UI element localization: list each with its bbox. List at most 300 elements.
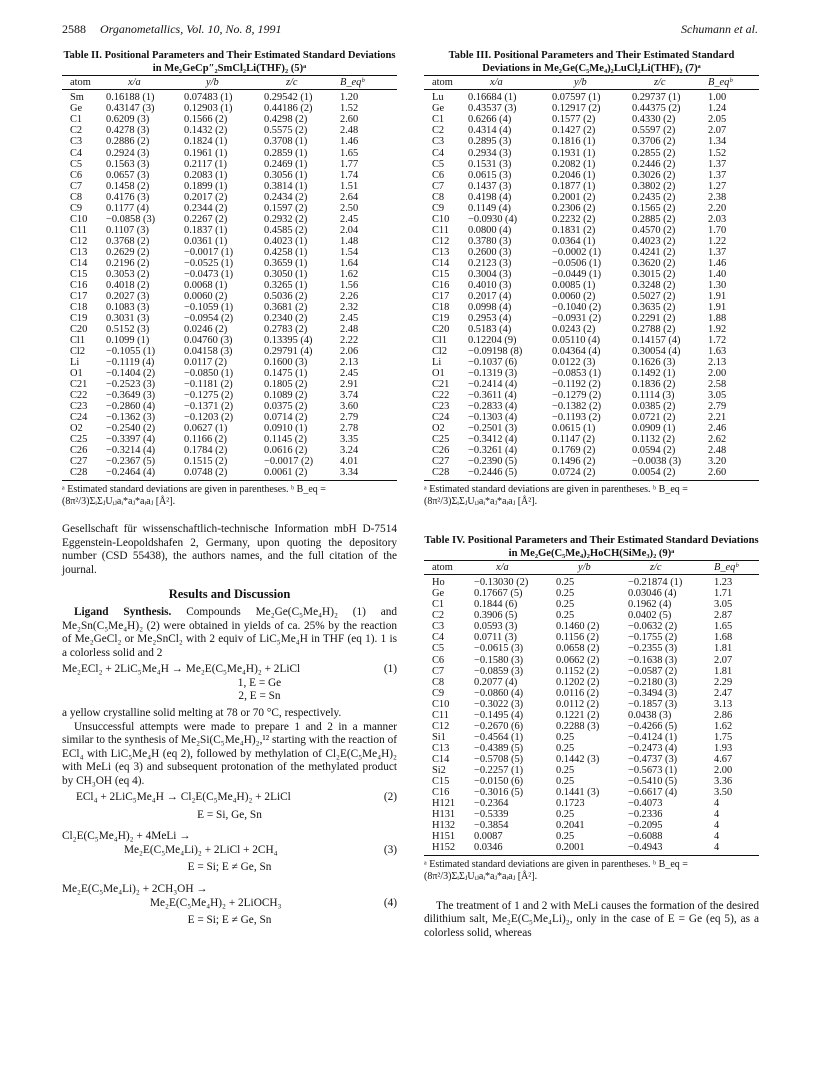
value-cell: 2.62 [708,433,727,445]
value-cell: −0.0930 (4) [468,213,518,225]
atom-cell: C20 [432,323,450,335]
table-row [424,666,759,677]
value-cell: −0.6088 [628,830,663,842]
value-cell: −0.13030 (2) [474,577,529,589]
table-row [424,269,759,280]
value-cell: −0.4737 (3) [628,753,678,765]
equation-4-number: (4) [383,896,397,909]
value-cell: 0.04760 (3) [184,334,233,346]
value-cell: 0.1442 (3) [556,753,600,765]
value-cell: −0.0017 (2) [264,455,314,467]
table-row [62,368,397,379]
table-row [424,247,759,258]
value-cell: 0.0616 (2) [264,444,308,456]
value-cell: 0.16684 (1) [468,92,517,104]
value-cell: 0.0061 (2) [264,467,340,481]
value-cell: 2.50 [340,202,359,214]
atom-cell: C4 [432,632,445,644]
value-cell: −0.1371 (2) [184,400,234,412]
value-cell: 1.72 [708,334,727,346]
atom-cell: C15 [432,268,450,280]
equation-1-number: (1) [383,663,397,676]
value-cell: 3.05 [714,599,733,611]
value-cell: −0.0632 (2) [628,621,678,633]
atom-cell: C2 [432,125,445,137]
atom-cell: Li [432,356,442,368]
value-cell: 0.1961 (1) [184,147,228,159]
table3-column-header: B_eqᵇ [708,76,759,90]
value-cell: 3.60 [340,400,359,412]
table-row [424,610,759,621]
value-cell: 0.3026 (2) [632,169,676,181]
value-cell: 0.1107 (3) [106,224,149,236]
section-heading: Results and Discussion [168,587,291,602]
value-cell: 0.44186 (2) [264,103,313,115]
value-cell: 0.0243 (2) [552,323,596,335]
value-cell: 0.1202 (2) [556,676,600,688]
value-cell: 0.1156 (2) [556,632,599,644]
value-cell: −0.0017 (1) [184,246,234,258]
value-cell: 0.0068 (1) [184,279,228,291]
value-cell: 3.13 [714,698,733,710]
value-cell: 0.0998 (4) [468,301,512,313]
value-cell: 3.35 [340,433,359,445]
value-cell: −0.0859 (3) [474,665,524,677]
table-row [62,192,397,203]
table2-column-header: z/c [264,76,340,90]
value-cell: −0.2540 (2) [106,422,156,434]
table2-column-header: y/b [184,76,264,90]
table-row [62,258,397,269]
atom-cell: C11 [432,709,449,721]
value-cell: 0.0909 (1) [632,422,676,434]
equation-1-label-2: 2, E = Sn [238,690,281,703]
value-cell: 2.13 [708,356,727,368]
table-row [424,575,759,589]
value-cell: 0.3681 (2) [264,301,308,313]
value-cell: 0.3053 (2) [106,268,150,280]
value-cell: −0.2446 (5) [468,467,552,481]
equation-4-text: Me₂E(C₅Me₄H)₂ + 2LiOCH₃ [150,896,282,909]
running-authors: Schumann et al. [681,22,758,36]
value-cell: −0.0449 (1) [552,268,602,280]
atom-cell: C20 [70,323,88,335]
table-row [424,90,759,104]
atom-cell: C27 [70,455,88,467]
value-cell: 0.1492 (1) [632,367,676,379]
value-cell: 2.38 [708,191,727,203]
table-row [424,787,759,798]
value-cell: 1.37 [708,158,727,170]
value-cell: 0.14157 (4) [632,334,681,346]
value-cell: 0.1565 (2) [632,202,676,214]
atom-cell: C13 [70,246,88,258]
value-cell: 3.20 [708,455,727,467]
table2-column-header: x/a [106,76,184,90]
value-cell: 0.1597 (2) [264,202,308,214]
value-cell: 2.06 [340,345,359,357]
value-cell: 0.1515 (2) [184,455,228,467]
value-cell: 3.05 [708,389,727,401]
atom-cell: C2 [432,610,445,622]
value-cell: 0.1531 (3) [468,158,512,170]
value-cell: 0.1566 (2) [184,114,228,126]
atom-cell: C22 [432,389,450,401]
value-cell: 0.2083 (1) [184,169,228,181]
value-cell: 1.81 [714,643,733,655]
value-cell: 0.2783 (2) [264,323,308,335]
table-row [424,831,759,842]
value-cell: 0.2232 (2) [552,213,596,225]
value-cell: 0.2885 (2) [632,213,676,225]
table3-column-header: y/b [552,76,632,90]
equation-4-condition: E = Si; E ≠ Ge, Sn [187,914,272,927]
value-cell: 0.1769 (2) [552,444,596,456]
table-row [62,390,397,401]
value-cell: 0.1931 (1) [552,147,596,159]
value-cell: 1.70 [708,224,727,236]
value-cell: 0.5027 (2) [632,290,676,302]
ligand-synthesis-paragraph [62,606,397,660]
atom-cell: C25 [432,433,450,445]
value-cell: 0.17667 (5) [474,588,523,600]
table-row [424,170,759,181]
value-cell: 0.04158 (3) [184,345,233,357]
value-cell: 0.2027 (3) [106,290,150,302]
value-cell: 0.3768 (2) [106,235,150,247]
table4-column-header: z/c [628,561,714,575]
table-row [424,776,759,787]
value-cell: −0.2355 (3) [628,643,678,655]
value-cell: 0.07483 (1) [184,92,233,104]
value-cell: 2.00 [714,764,733,776]
atom-cell: C27 [432,455,450,467]
atom-cell: C11 [432,224,449,236]
value-cell: 0.44375 (2) [632,103,681,115]
table-row [62,181,397,192]
value-cell: 0.3056 (1) [264,169,308,181]
value-cell: 2.04 [340,224,359,236]
value-cell: −0.0002 (1) [552,246,602,258]
table-row [424,655,759,666]
value-cell: 0.2306 (2) [552,202,596,214]
atom-cell: Cl2 [70,345,86,357]
value-cell: 0.0112 (2) [556,698,599,710]
value-cell: 0.4176 (3) [106,191,150,203]
value-cell: 1.64 [340,257,359,269]
value-cell: −0.5339 [474,808,509,820]
equation-3-text: Me₂E(C₅Me₄Li)₂ + 2LiCl + 2CH₄ [124,843,278,856]
atom-cell: C13 [432,246,450,258]
table-row [62,90,397,104]
value-cell: 0.1784 (2) [184,444,228,456]
table-row [424,621,759,632]
value-cell: 0.25 [556,830,575,842]
atom-cell: C10 [70,213,88,225]
table-row [62,225,397,236]
value-cell: 0.1837 (1) [184,224,228,236]
table2-footnote: ᵃ Estimated standard deviations are given in parentheses. ᵇ B_eq = (8π²/3)ΣᵢΣⱼUᵢⱼaᵢ*aⱼ*aᵢaⱼ [Å²]. [62,483,326,508]
value-cell: 0.0060 (2) [552,290,596,302]
value-cell: 0.5183 (4) [468,323,512,335]
atom-cell: Ge [432,103,445,115]
value-cell: 2.13 [340,356,359,368]
value-cell: 0.1563 (3) [106,158,150,170]
value-cell: 2.20 [708,202,727,214]
value-cell: 1.71 [714,588,733,600]
value-cell: 0.1221 (2) [556,709,600,721]
value-cell: 0.25 [556,775,575,787]
equation-2-condition: E = Si, Ge, Sn [197,808,262,821]
atom-cell: C24 [432,411,450,423]
value-cell: 0.1496 (2) [552,455,596,467]
value-cell: 0.2082 (1) [552,158,596,170]
atom-cell: C7 [70,180,83,192]
value-cell: 1.22 [708,235,727,247]
value-cell: 2.45 [340,312,359,324]
value-cell: 0.2001 [556,842,628,856]
atom-cell: C6 [432,654,445,666]
table-row [424,423,759,434]
value-cell: −0.1203 (2) [184,411,234,423]
value-cell: 0.3620 (2) [632,257,676,269]
value-cell: 0.4570 (2) [632,224,676,236]
table-row [62,136,397,147]
atom-cell: C4 [432,147,445,159]
atom-cell: H152 [424,842,474,856]
value-cell: 0.5575 (2) [264,125,308,137]
value-cell: 0.43537 (3) [468,103,517,115]
value-cell: 2.07 [714,654,733,666]
value-cell: 1.81 [714,665,733,677]
paragraph-text: Compounds Me₂Ge(C₅Me₄H)₂ (1) and Me₂Sn(C₅Me₄H)₂ (2) were obtained in yields of ca. 25% by the reaction of Me₂GeCl₂ or Me₂SnCl₂ with 2 equiv of LiC₅Me₄H in THF (eq 1). 1 is a colorless solid and 2 [62,606,398,659]
atom-cell: C9 [70,202,83,214]
value-cell: 0.0594 (2) [632,444,676,456]
value-cell: 4 [714,808,720,820]
value-cell: 0.25 [556,599,575,611]
value-cell: 0.0085 (1) [552,279,596,291]
atom-cell: C12 [70,235,88,247]
value-cell: 0.4298 (2) [264,114,308,126]
value-cell: 0.2435 (2) [632,191,676,203]
value-cell: 0.3015 (2) [632,268,676,280]
table-row [424,632,759,643]
table3-column-header: atom [424,76,468,90]
value-cell: 0.1600 (3) [264,356,308,368]
table-row [62,280,397,291]
value-cell: 0.07597 (1) [552,92,601,104]
value-cell: 0.3706 (2) [632,136,676,148]
atom-cell: C16 [432,279,450,291]
value-cell: −0.5673 (1) [628,764,678,776]
atom-cell: H131 [432,808,456,820]
value-cell: 1.24 [708,103,727,115]
value-cell: 0.3906 (5) [474,610,518,622]
table-row [62,357,397,368]
table-row [424,809,759,820]
table-row [424,467,759,481]
value-cell: −0.3397 (4) [106,433,156,445]
value-cell: 2.79 [708,400,727,412]
table-row [424,291,759,302]
atom-cell: C8 [432,191,445,203]
value-cell: 2.64 [340,191,359,203]
atom-cell: Cl2 [432,345,448,357]
value-cell: 0.3802 (2) [632,180,676,192]
value-cell: 0.2344 (2) [184,202,228,214]
value-cell: 0.1145 (2) [264,433,307,445]
value-cell: 2.45 [340,367,359,379]
atom-cell: O2 [432,422,445,434]
value-cell: 0.1626 (3) [632,356,676,368]
value-cell: −0.2670 (6) [474,720,524,732]
atom-cell: C21 [432,378,450,390]
value-cell: 0.3248 (2) [632,279,676,291]
value-cell: 0.0385 (2) [632,400,676,412]
value-cell: 0.0116 (2) [556,687,599,699]
value-cell: 0.0060 (2) [184,290,228,302]
value-cell: −0.1404 (2) [106,367,156,379]
table4-footnote: ᵃ Estimated standard deviations are given in parentheses. ᵇ B_eq = (8π²/3)ΣᵢΣⱼUᵢⱼaᵢ*aⱼ*aᵢaⱼ [Å²]. [424,858,688,883]
value-cell: −0.1040 (2) [552,301,602,313]
value-cell: 0.0054 (2) [632,467,708,481]
value-cell: 1.68 [714,632,733,644]
table4-column-header: B_eqᵇ [714,561,759,575]
value-cell: −0.09198 (8) [468,345,523,357]
value-cell: 2.46 [708,422,727,434]
value-cell: 1.27 [708,180,727,192]
table3-caption: Table III. Positional Parameters and Their Estimated Standard Deviations in Me₂Ge(C₅Me₄)₂LuCl₂Li(THF)₂ (7)ᵃ [448,50,735,74]
value-cell: −0.5708 (5) [474,753,524,765]
atom-cell: C28 [424,467,468,481]
table3-header [424,76,759,90]
table-row [62,324,397,335]
atom-cell: C26 [432,444,450,456]
value-cell: −0.2336 [628,808,663,820]
atom-cell: C14 [432,257,450,269]
table-row [62,203,397,214]
value-cell: 2.78 [340,422,359,434]
atom-cell: C23 [70,400,88,412]
value-cell: −0.6617 (4) [628,786,678,798]
value-cell: −0.1580 (3) [474,654,524,666]
value-cell: −0.1119 (4) [106,356,155,368]
value-cell: 0.0375 (2) [264,400,308,412]
value-cell: −0.4073 [628,797,663,809]
value-cell: 0.1805 (2) [264,378,308,390]
value-cell: 4 [714,842,759,856]
value-cell: 0.2788 (2) [632,323,676,335]
value-cell: 0.4585 (2) [264,224,308,236]
table-row [424,445,759,456]
value-cell: 0.0117 (2) [184,356,227,368]
value-cell: 1.23 [714,577,733,589]
table-row [424,357,759,368]
table3-column-header: x/a [468,76,552,90]
value-cell: 0.3635 (2) [632,301,676,313]
value-cell: 0.25 [556,742,575,754]
equation-1-label-1: 1, E = Ge [237,676,282,689]
table-row [62,114,397,125]
value-cell: 0.3814 (1) [264,180,308,192]
value-cell: −0.3494 (3) [628,687,678,699]
value-cell: −0.3854 [474,819,509,831]
table4-caption: Table IV. Positional Parameters and Their Estimated Standard Deviations in Me₂Ge(C₅Me₄)₂HoCH(SiMe₃)₂ (9)ᵃ [424,534,759,559]
atom-cell: C12 [432,720,450,732]
value-cell: 2.60 [340,114,359,126]
value-cell: −0.1638 (3) [628,654,678,666]
atom-cell: C6 [432,169,445,181]
value-cell: 0.0657 (3) [106,169,150,181]
value-cell: −0.2464 (4) [106,467,184,481]
value-cell: −0.0858 (3) [106,213,156,225]
value-cell: 1.65 [714,621,733,633]
value-cell: −0.5410 (5) [628,775,678,787]
value-cell: 4.01 [340,455,359,467]
value-cell: 0.25 [556,588,575,600]
value-cell: 0.0364 (1) [552,235,596,247]
value-cell: 1.37 [708,246,727,258]
value-cell: 1.48 [340,235,359,247]
value-cell: 2.60 [708,467,759,481]
atom-cell: C10 [432,213,450,225]
value-cell: 1.77 [340,158,359,170]
table-row [424,710,759,721]
equation-2 [62,791,397,805]
value-cell: 0.1475 (1) [264,367,308,379]
value-cell: 0.2855 (2) [632,147,676,159]
value-cell: 0.0402 (5) [628,610,672,622]
table-row [424,379,759,390]
value-cell: 0.3265 (1) [264,279,308,291]
value-cell: 0.2934 (3) [468,147,512,159]
value-cell: 0.2859 (1) [264,147,308,159]
value-cell: −0.1857 (3) [628,698,678,710]
value-cell: 0.3004 (3) [468,268,512,280]
table2 [62,75,397,481]
value-cell: 0.1899 (1) [184,180,228,192]
value-cell: −0.1303 (4) [468,411,518,423]
atom-cell: C2 [70,125,83,137]
value-cell: 0.2267 (2) [184,213,228,225]
equation-4 [62,897,397,911]
value-cell: 0.1132 (2) [632,433,675,445]
atom-cell: C13 [432,742,450,754]
atom-cell: C28 [62,467,106,481]
value-cell: −0.3611 (4) [468,389,517,401]
atom-cell: C21 [70,378,88,390]
value-cell: −0.0615 (3) [474,643,524,655]
value-cell: 0.2953 (4) [468,312,512,324]
value-cell: 0.0087 [474,830,503,842]
value-cell: −0.2833 (4) [468,400,518,412]
value-cell: 0.1152 (2) [556,665,599,677]
value-cell: −0.0473 (1) [184,268,234,280]
value-cell: 0.13395 (4) [264,334,313,346]
value-cell: −0.1037 (6) [468,356,518,368]
equation-3-number: (3) [383,843,397,856]
atom-cell: C8 [70,191,83,203]
table-row [424,765,759,776]
value-cell: 0.29737 (1) [632,92,681,104]
value-cell: 4.67 [714,753,733,765]
equation-1-text: Me₂ECl₂ + 2LiC₅Me₄H → Me₂E(C₅Me₄H)₂ + 2LiCl [62,663,301,676]
table-row [424,677,759,688]
equation-4-line-1: Me₂E(C₅Me₄Li)₂ + 2CH₃OH → [62,883,208,895]
value-cell: −0.4389 (5) [474,742,524,754]
value-cell: 2.26 [340,290,359,302]
value-cell: 0.0593 (3) [474,621,518,633]
